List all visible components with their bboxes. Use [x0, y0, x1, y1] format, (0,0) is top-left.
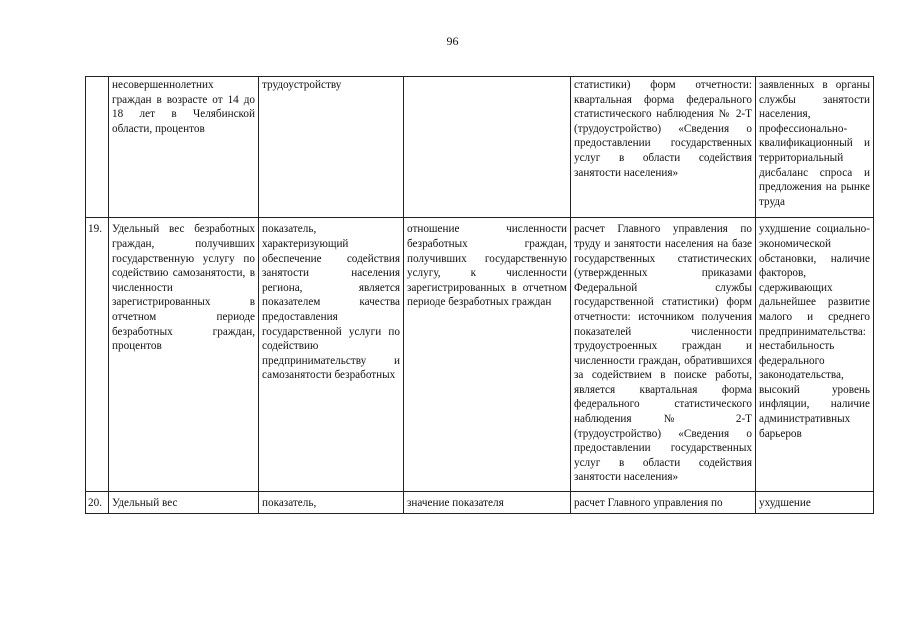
indicator-name-cell: несовершеннолетних граждан в возрасте от 14 до 18 лет в Челябинской области, процентов [109, 77, 259, 218]
risk-factors-cell: ухудшение социально-экономической обстановки, наличие факторов, сдерживающих дальнейшее развитие малого и среднего предпринимательства: нестабильность федерального законодательства, высокий уровень инфляции, наличие административных барьеров [756, 218, 874, 492]
indicator-name-cell: Удельный вес безработных граждан, получивших государственную услугу по содействию самозанятости, в численности зарегистрированных в отчетном периоде безработных граждан, процентов [109, 218, 259, 492]
risk-factors-cell: ухудшение [756, 492, 874, 514]
indicator-definition-cell: показатель, характеризующий обеспечение содействия занятости населения региона, является показателем качества предоставления государственной услуги по содействию предпринимательству и самозанятости безработных [259, 218, 404, 492]
data-source-cell: расчет Главного управления по [571, 492, 756, 514]
indicator-definition-cell: трудоустройству [259, 77, 404, 218]
indicator-definition-cell: показатель, [259, 492, 404, 514]
risk-factors-cell: заявленных в органы службы занятости населения, профессионально-квалификационный и территориальный дисбаланс спроса и предложения на рынке труда [756, 77, 874, 218]
indicator-name-cell: Удельный вес [109, 492, 259, 514]
table-row [86, 77, 874, 218]
table-row [86, 492, 874, 514]
calculation-method-cell: отношение численности безработных граждан, получивших государственную услугу, к численности зарегистрированных в отчетном периоде безработных граждан [404, 218, 571, 492]
row-number-cell [86, 77, 109, 218]
data-source-cell: расчет Главного управления по труду и занятости населения на базе государственных статистических (утвержденных приказами Федеральной службы государственной статистики) форм отчетности: источником получения показателей численности трудоустроенных граждан и численности граждан, обратившихся за содействием в поиске работы, является квартальная форма федерального статистического наблюдения № 2-Т (трудоустройство) «Сведения о предоставлении государственных услуг в области содействия занятости населения» [571, 218, 756, 492]
calculation-method-cell [404, 77, 571, 218]
row-number-cell: 19. [86, 218, 109, 492]
calculation-method-cell: значение показателя [404, 492, 571, 514]
page-number: 96 [446, 34, 459, 48]
data-source-cell: статистики) форм отчетности: квартальная форма федерального статистического наблюдения № 2-Т (трудоустройство) «Сведения о предоставлении государственных услуг в области содействия занятости населения» [571, 77, 756, 218]
table-row [86, 218, 874, 492]
row-number-cell: 20. [86, 492, 109, 514]
indicators-table [85, 76, 874, 514]
